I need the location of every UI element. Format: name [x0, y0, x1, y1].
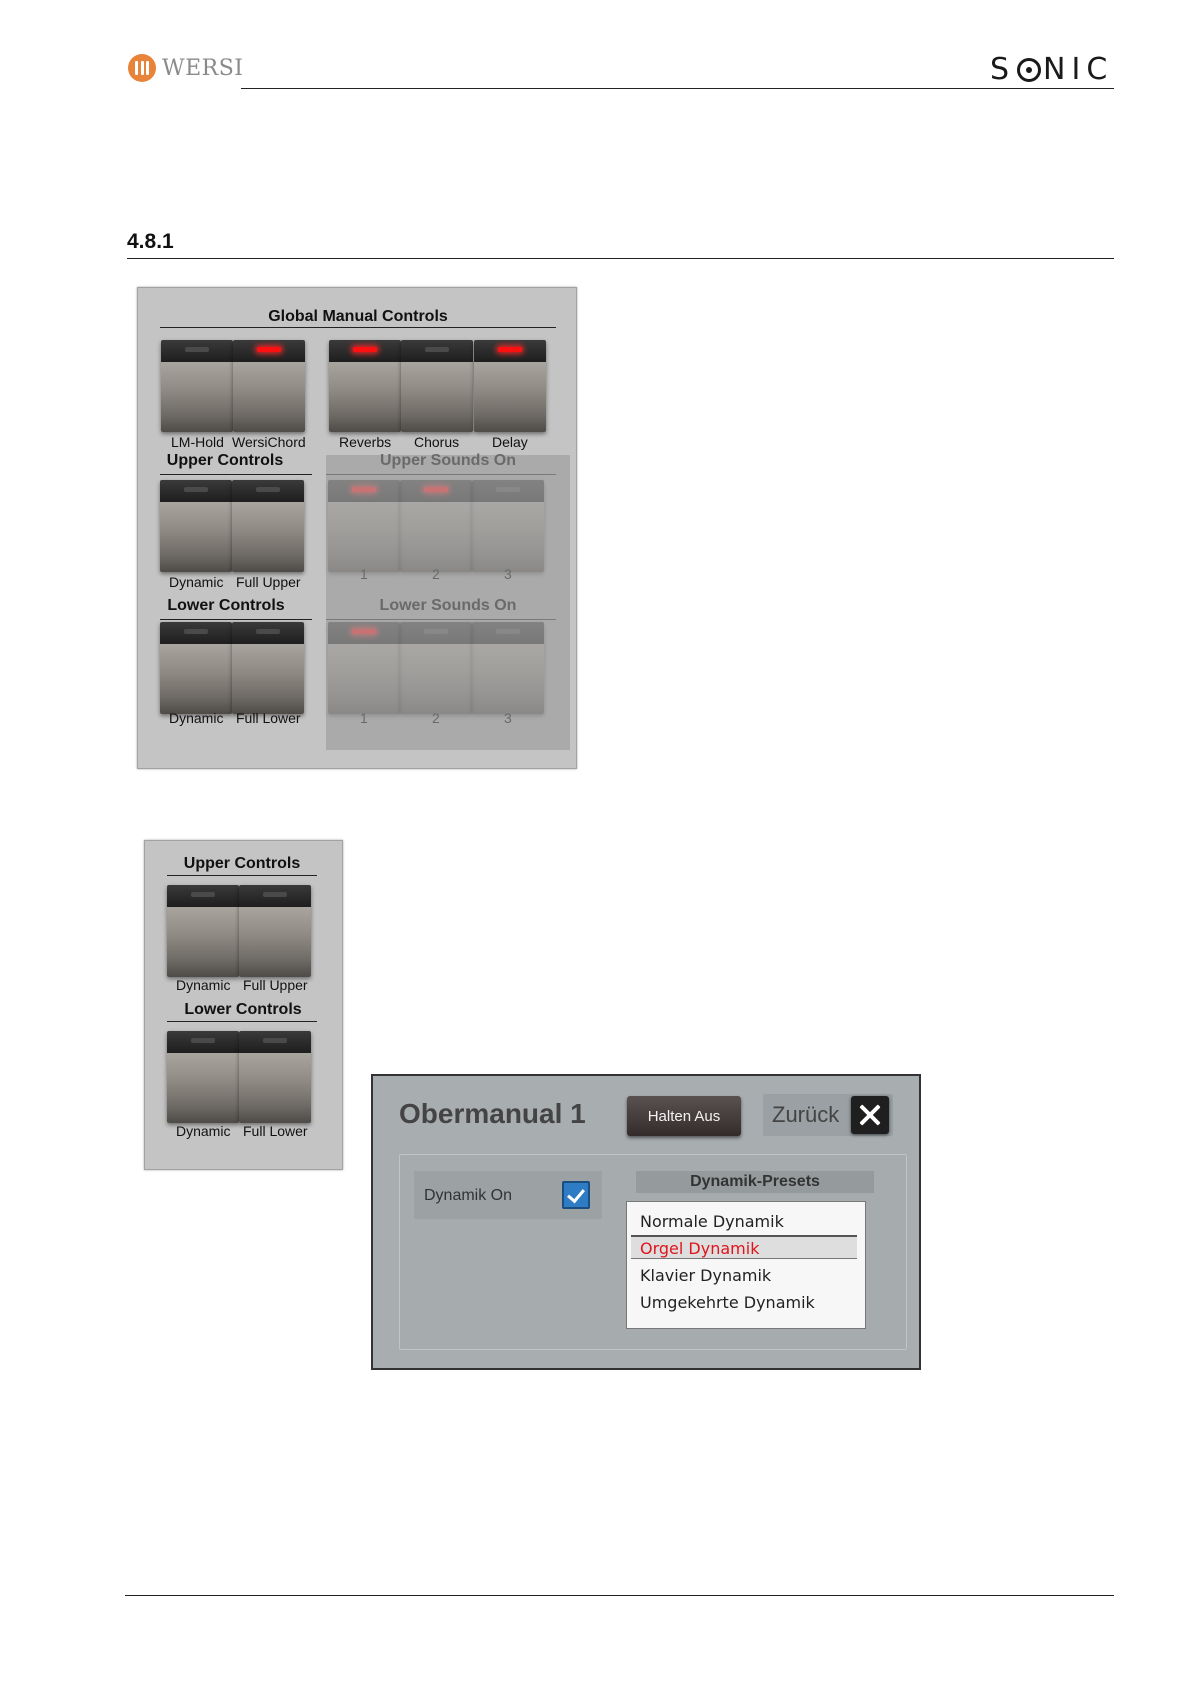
upper-controls-title: Upper Controls	[166, 452, 284, 469]
button-cap	[400, 480, 472, 502]
lower-button-1[interactable]	[160, 622, 232, 714]
lower-sound-button-1	[328, 622, 400, 714]
global-button-4[interactable]	[401, 340, 473, 432]
close-icon[interactable]	[851, 1096, 889, 1134]
led-indicator	[184, 487, 208, 492]
upper-sound-label-2: 2	[432, 566, 440, 582]
button-cap	[400, 622, 472, 644]
led-indicator	[256, 487, 280, 492]
upper-sounds-rule	[326, 474, 556, 475]
button-body	[232, 502, 304, 572]
small-upper-controls-rule	[167, 875, 317, 876]
button-body	[239, 907, 311, 977]
button-body	[472, 644, 544, 714]
sonic-logo	[990, 52, 1113, 87]
small-lower-label-2: Full Lower	[243, 1123, 308, 1139]
led-indicator	[424, 629, 448, 634]
button-body	[400, 644, 472, 714]
lower-sound-label-2: 2	[432, 710, 440, 726]
upper-button-1[interactable]	[160, 480, 232, 572]
led-indicator	[353, 347, 377, 352]
upper-controls-rule	[160, 474, 312, 475]
global-label-4: Chorus	[414, 434, 460, 450]
button-body	[160, 502, 232, 572]
wersi-logo	[128, 54, 244, 82]
sonic-logo-icon	[1017, 58, 1041, 82]
led-indicator	[191, 892, 215, 897]
dynamik-presets-list	[626, 1201, 866, 1329]
led-indicator	[425, 347, 449, 352]
small-lower-button-1[interactable]	[167, 1031, 239, 1123]
button-cap	[474, 340, 546, 362]
led-indicator	[185, 347, 209, 352]
button-body	[474, 362, 546, 432]
button-body	[328, 502, 400, 572]
global-controls-rule	[160, 327, 556, 328]
lower-label-2: Full Lower	[236, 710, 301, 726]
button-body	[329, 362, 401, 432]
lower-button-2[interactable]	[232, 622, 304, 714]
button-cap	[239, 1031, 311, 1053]
button-body	[328, 644, 400, 714]
upper-sound-button-1	[328, 480, 400, 572]
button-body	[401, 362, 473, 432]
led-indicator	[496, 487, 520, 492]
lower-sound-label-3: 3	[504, 710, 512, 726]
global-label-5: Delay	[492, 434, 528, 450]
button-cap	[167, 885, 239, 907]
sonic-text-start: S	[990, 52, 1016, 87]
lower-label-1: Dynamic	[169, 710, 224, 726]
lower-controls-title: Lower Controls	[167, 597, 285, 614]
small-lower-button-2[interactable]	[239, 1031, 311, 1123]
global-button-3[interactable]	[329, 340, 401, 432]
upper-button-2[interactable]	[232, 480, 304, 572]
global-button-5[interactable]	[474, 340, 546, 432]
upper-sound-button-2	[400, 480, 472, 572]
button-body	[167, 907, 239, 977]
button-cap	[161, 340, 233, 362]
small-lower-label-1: Dynamic	[176, 1123, 231, 1139]
wersi-brand-text: WERSI	[162, 55, 244, 81]
button-body	[472, 502, 544, 572]
preset-item-orgel[interactable]: Orgel Dynamik	[640, 1239, 760, 1258]
global-button-1[interactable]	[161, 340, 233, 432]
dynamik-presets-header: Dynamik-Presets	[636, 1171, 874, 1193]
button-cap	[233, 340, 305, 362]
small-upper-label-1: Dynamic	[176, 977, 231, 993]
button-cap	[328, 622, 400, 644]
led-indicator	[263, 1038, 287, 1043]
manual-controls-panel-small	[144, 840, 343, 1170]
led-indicator	[184, 629, 208, 634]
lower-controls-rule	[160, 619, 312, 620]
lower-sound-label-1: 1	[360, 710, 368, 726]
preset-item-umgekehrte[interactable]: Umgekehrte Dynamik	[640, 1293, 815, 1312]
lower-sound-button-2	[400, 622, 472, 714]
button-cap	[160, 480, 232, 502]
button-cap	[160, 622, 232, 644]
upper-sound-button-3	[472, 480, 544, 572]
upper-label-1: Dynamic	[169, 574, 224, 590]
upper-sound-label-3: 3	[504, 566, 512, 582]
dynamik-on-toggle[interactable]	[414, 1171, 602, 1219]
global-label-1: LM-Hold	[171, 434, 224, 450]
button-cap	[329, 340, 401, 362]
led-indicator	[191, 1038, 215, 1043]
led-indicator	[498, 347, 522, 352]
button-cap	[232, 480, 304, 502]
led-indicator	[352, 487, 376, 492]
button-cap	[472, 622, 544, 644]
button-body	[161, 362, 233, 432]
button-body	[239, 1053, 311, 1123]
halten-aus-button[interactable]: Halten Aus	[627, 1096, 741, 1136]
button-cap	[328, 480, 400, 502]
button-body	[400, 502, 472, 572]
led-indicator	[424, 487, 448, 492]
lower-sounds-rule	[326, 619, 556, 620]
global-label-2: WersiChord	[232, 434, 306, 450]
global-button-2[interactable]	[233, 340, 305, 432]
led-indicator	[257, 347, 281, 352]
section-rule	[127, 258, 1114, 259]
preset-item-normale[interactable]: Normale Dynamik	[640, 1212, 784, 1231]
button-body	[232, 644, 304, 714]
global-manual-controls-panel	[137, 287, 577, 769]
upper-label-2: Full Upper	[236, 574, 301, 590]
preset-item-klavier[interactable]: Klavier Dynamik	[640, 1266, 772, 1285]
upper-sound-label-1: 1	[360, 566, 368, 582]
button-body	[167, 1053, 239, 1123]
led-indicator	[263, 892, 287, 897]
dialog-title: Obermanual 1	[399, 1098, 586, 1129]
global-controls-title: Global Manual Controls	[268, 308, 448, 325]
small-upper-button-1[interactable]	[167, 885, 239, 977]
button-cap	[167, 1031, 239, 1053]
small-lower-controls-title: Lower Controls	[184, 1001, 302, 1018]
button-body	[160, 644, 232, 714]
lower-sound-button-3	[472, 622, 544, 714]
button-cap	[401, 340, 473, 362]
button-cap	[472, 480, 544, 502]
small-upper-controls-title: Upper Controls	[183, 855, 301, 872]
upper-sounds-title: Upper Sounds On	[380, 452, 516, 469]
button-cap	[232, 622, 304, 644]
obermanual-dialog	[371, 1074, 921, 1370]
small-lower-controls-rule	[167, 1021, 317, 1022]
small-upper-label-2: Full Upper	[243, 977, 308, 993]
back-button-label: Zurück	[772, 1102, 840, 1127]
button-body	[233, 362, 305, 432]
dynamik-on-label: Dynamik On	[424, 1187, 513, 1204]
check-icon[interactable]	[562, 1181, 590, 1209]
footer-rule	[125, 1595, 1114, 1596]
lower-sounds-title: Lower Sounds On	[379, 597, 517, 614]
dialog-content-frame	[399, 1154, 907, 1350]
led-indicator	[352, 629, 376, 634]
header-rule	[241, 88, 1114, 89]
section-number: 4.8.1	[127, 230, 174, 253]
small-upper-button-2[interactable]	[239, 885, 311, 977]
led-indicator	[496, 629, 520, 634]
wersi-logo-icon	[128, 54, 156, 82]
back-button[interactable]	[763, 1094, 893, 1136]
led-indicator	[256, 629, 280, 634]
button-cap	[239, 885, 311, 907]
sonic-text-end: NIC	[1043, 52, 1114, 87]
global-label-3: Reverbs	[339, 434, 392, 450]
